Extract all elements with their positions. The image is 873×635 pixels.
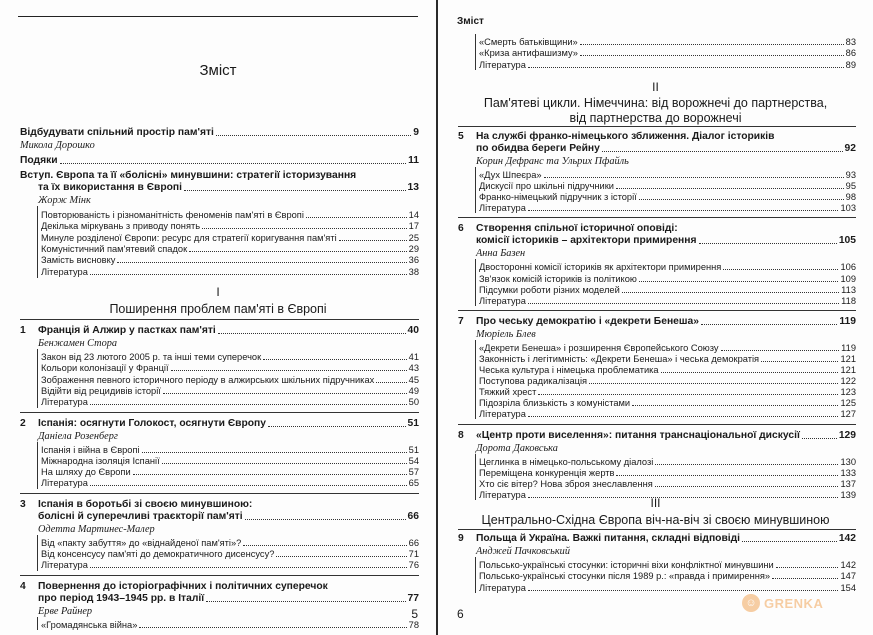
entry-page: 17	[408, 221, 419, 232]
entry-title: Декілька міркувань з приводу понять	[41, 221, 201, 232]
chapter-number: 8	[458, 429, 464, 441]
entry-page: 127	[840, 409, 856, 420]
toc-entry[interactable]	[38, 511, 419, 523]
entry-page: 125	[840, 398, 856, 409]
entry-page: 137	[840, 478, 856, 489]
entry-page: 41	[408, 352, 419, 362]
leader-dots	[90, 567, 407, 568]
leader-dots	[639, 281, 839, 282]
leader-dots	[544, 177, 844, 178]
entry-page: 36	[408, 255, 419, 266]
toc-entry[interactable]	[41, 232, 419, 244]
entry-title: Кольори колонізації у Франції	[41, 363, 169, 374]
section-title: Центрально-Східна Європа віч-на-віч зі своєю минувшиною	[481, 513, 830, 527]
leader-dots	[589, 383, 838, 384]
leader-dots	[721, 350, 840, 351]
toc-entry[interactable]	[41, 559, 419, 571]
entry-page: 77	[407, 592, 419, 604]
toc-entry[interactable]	[476, 533, 856, 545]
entry-page: 54	[408, 455, 419, 466]
entry-title: Література	[479, 203, 526, 214]
entry-title: по обидва береги Рейну	[476, 143, 600, 154]
author: Корин Дефранс та Ульрих Пфайль	[476, 156, 629, 167]
chapter-number: 2	[20, 417, 26, 429]
running-header: Зміст	[457, 16, 484, 27]
entry-title: «Смерть батьківщини»	[479, 37, 578, 47]
entry-page: 65	[408, 478, 419, 489]
leader-dots	[655, 486, 839, 487]
entry-page: 83	[845, 37, 856, 47]
leader-dots	[133, 474, 407, 475]
bracket	[37, 617, 38, 630]
section-title: Поширення проблем пам'яті в Європі	[109, 302, 327, 316]
entry-title: Підозріла близькість з комуністами	[479, 398, 631, 409]
entry-title: Іспанія: осягнути Голокост, осягнути Європу	[38, 417, 266, 429]
toc-entry[interactable]	[41, 455, 419, 467]
entry-title: Про чеську демократію і «декрети Бенеша»	[476, 315, 699, 327]
author: Анджей Пачковський	[476, 546, 570, 557]
entry-page: 105	[838, 235, 856, 247]
section-roman: III	[650, 496, 661, 510]
leader-dots	[699, 243, 837, 244]
entry-page: 142	[838, 533, 856, 544]
entry-title: Чеська культура і німецька проблематика	[479, 365, 659, 375]
entry-title: Франція й Алжир у пастках пам'яті	[38, 325, 216, 336]
toc-entry[interactable]	[41, 444, 419, 456]
entry-page: 129	[838, 429, 856, 441]
intro-title-line1: Вступ. Європа та її «болісні» минувшини: стратегії історизування	[20, 170, 357, 181]
entry-page: 89	[845, 59, 856, 70]
toc-entry[interactable]	[476, 316, 856, 328]
toc-entry[interactable]	[41, 209, 419, 221]
toc-entry[interactable]	[41, 374, 419, 386]
entry-title: Література	[479, 409, 526, 420]
toc-entry[interactable]	[41, 466, 419, 478]
entry-page: 29	[408, 243, 419, 254]
entry-page: 103	[840, 203, 856, 214]
entry-page: 49	[408, 385, 419, 396]
leader-dots	[90, 404, 407, 405]
leader-dots	[776, 567, 839, 568]
entry-page: 121	[840, 365, 856, 375]
author: Жорж Мінк	[38, 195, 91, 206]
entry-page: 119	[841, 342, 856, 353]
entry-title: Переміщена конкуренція жертв	[479, 467, 615, 478]
leader-dots	[90, 485, 407, 486]
entry-title: Література	[41, 266, 88, 277]
toc-entry[interactable]	[476, 235, 856, 247]
leader-dots	[528, 67, 844, 68]
toc-entry[interactable]: Відбудувати спільний простір пам'яті 9	[20, 127, 419, 138]
entry-title: Література	[41, 397, 88, 408]
page-number: 5	[411, 607, 418, 621]
leader-dots	[528, 303, 839, 304]
bracket	[475, 167, 476, 213]
entry-page: 86	[845, 48, 856, 59]
chapter-number: 6	[458, 223, 464, 235]
toc-entry[interactable]	[476, 143, 856, 155]
section-title: від партнерства до ворожнечі	[569, 111, 742, 125]
chapter-title: На службі франко-німецького зближення. Діалог істориків	[476, 131, 775, 142]
entry-page: 98	[845, 192, 856, 203]
chapter-number: 7	[458, 315, 464, 327]
entry-page: 25	[408, 232, 419, 243]
divider	[20, 319, 419, 320]
toc-entry[interactable]	[41, 362, 419, 374]
entry-page: 78	[408, 619, 419, 630]
divider	[20, 412, 419, 413]
toc-entry[interactable]	[41, 477, 419, 489]
entry-page: 66	[408, 537, 419, 548]
section-roman: II	[652, 80, 659, 94]
leader-dots	[632, 405, 838, 406]
entry-page: 142	[840, 560, 856, 570]
toc-entry[interactable]	[41, 351, 419, 363]
entry-page: 147	[840, 571, 856, 582]
entry-title: болісні й суперечливі траєкторії пам'яті	[38, 510, 243, 522]
entry-title: «Декрети Бенеша» і розширення Європейського Союзу	[479, 342, 719, 353]
bracket	[475, 259, 476, 305]
leader-dots	[616, 475, 838, 476]
toc-entry[interactable]	[41, 396, 419, 408]
section-roman: I	[216, 285, 220, 299]
entry-page: 45	[408, 374, 419, 385]
entry-page: 57	[408, 467, 419, 478]
chapter-title: Іспанія в боротьбі зі своєю минувшиною:	[38, 498, 253, 510]
divider	[458, 529, 856, 530]
leader-dots	[616, 188, 844, 189]
author: Мюріель Блев	[476, 328, 536, 340]
leader-dots	[218, 333, 406, 334]
leader-dots	[202, 228, 407, 229]
entry-page: 118	[841, 295, 856, 306]
entry-title: Повторюваність і різноманітність феноменів пам'яті в Європі	[41, 210, 304, 220]
entry-page: 50	[408, 397, 419, 408]
entry-page: 14	[408, 210, 419, 220]
entry-title: Замість висновку	[41, 255, 116, 266]
leader-dots	[142, 452, 407, 453]
leader-dots	[206, 601, 405, 602]
entry-title: Цеглинка в німецько-польському діалозі	[479, 456, 654, 467]
entry-title: Відійти від рецидивів історії	[41, 385, 161, 396]
entry-title: Польща й Україна. Важкі питання, складні відповіді	[476, 533, 741, 544]
toc-entry[interactable]	[479, 408, 856, 420]
leader-dots	[661, 372, 839, 373]
entry-title: Польсько-українські стосунки: історичні віхи конфліктної минувшини	[479, 560, 774, 570]
leader-dots	[528, 590, 839, 591]
entry-title: про період 1943–1945 рр. в Італії	[38, 592, 205, 604]
leader-dots	[171, 370, 407, 371]
watermark-logo: ☺ GRENKA	[742, 594, 823, 612]
entry-title: На шляху до Європи	[41, 467, 131, 478]
left-page	[0, 0, 436, 635]
toc-entry[interactable]	[41, 243, 419, 255]
divider	[458, 126, 856, 127]
entry-title: Зв'язок комісій істориків із політикою	[479, 273, 637, 284]
chapter-title: Повернення до історіографічних і політичних суперечок	[38, 580, 328, 592]
bracket	[475, 34, 476, 70]
toc-entry[interactable]: та їх використання в Європі 13	[38, 182, 419, 193]
toc-entry[interactable]	[41, 385, 419, 397]
entry-title: Література	[479, 295, 526, 306]
toc-entry[interactable]	[479, 295, 856, 307]
divider	[458, 424, 856, 425]
divider	[20, 493, 419, 494]
leader-dots	[117, 262, 406, 263]
leader-dots	[90, 274, 407, 275]
leader-dots	[376, 382, 406, 383]
leader-dots	[243, 545, 406, 546]
bracket	[37, 442, 38, 489]
toc-entry[interactable]	[41, 537, 419, 549]
leader-dots	[655, 464, 838, 465]
entry-title: Франко-німецький підручник з історії	[479, 192, 637, 203]
smile-icon: ☺	[742, 594, 760, 612]
entry-page: 106	[840, 262, 856, 273]
toc-entry[interactable]	[476, 430, 856, 442]
entry-page: 93	[845, 170, 856, 180]
entry-title: Іспанія і війна в Європі	[41, 444, 140, 455]
entry-title: Комуністичний пам'ятевий спадок	[41, 243, 188, 254]
entry-title: Література	[479, 582, 526, 593]
author: Дорота Даковська	[476, 442, 558, 454]
author: Анна Базен	[476, 248, 526, 260]
leader-dots	[701, 324, 837, 325]
chapter-number: 5	[458, 131, 464, 142]
toc-entry[interactable]	[38, 325, 419, 337]
toc-entry[interactable]	[479, 59, 856, 71]
toc-entry[interactable]	[41, 548, 419, 560]
entry-title: Міжнародна ізоляція Іспанії	[41, 455, 160, 466]
divider	[458, 310, 856, 311]
leader-dots	[162, 463, 407, 464]
leader-dots	[622, 292, 839, 293]
entry-title: Минуле розділеної Європи: ресурс для стратегії коригування пам'яті	[41, 232, 337, 243]
toc-entry[interactable]: Подяки 11	[20, 155, 419, 166]
leader-dots	[723, 269, 838, 270]
entry-title: «Центр проти виселення»: питання транснаціональної дискусії	[476, 429, 800, 441]
leader-dots	[639, 199, 844, 200]
author: Даніела Розенберг	[38, 430, 118, 442]
entry-title: Зображення певного історичного періоду в алжирських шкільних підручниках	[41, 374, 375, 385]
toc-entry[interactable]	[41, 266, 419, 278]
entry-page: 154	[840, 582, 856, 593]
entry-title: Поступова радикалізація	[479, 376, 588, 387]
toc-entry[interactable]	[479, 47, 856, 59]
author: Одетта Мартинес-Малер	[38, 523, 155, 535]
toc-entry[interactable]	[479, 559, 856, 571]
divider	[458, 217, 856, 218]
toc-entry[interactable]	[479, 36, 856, 48]
entry-page: 71	[408, 549, 419, 559]
entry-page: 51	[407, 417, 419, 429]
author: Микола Дорошко	[20, 140, 95, 151]
chapter-title: Створення спільної історичної оповіді:	[476, 223, 678, 235]
toc-entry[interactable]	[41, 220, 419, 232]
toc-entry[interactable]	[41, 619, 419, 631]
entry-page: 92	[844, 143, 856, 154]
entry-title: комісії істориків – архітектори примирення	[476, 235, 697, 247]
entry-page: 121	[840, 353, 856, 364]
leader-dots	[189, 251, 407, 252]
page-number: 6	[457, 607, 464, 621]
toc-entry[interactable]	[479, 202, 856, 214]
entry-title: Підсумки роботи різних моделей	[479, 284, 620, 295]
entry-page: 66	[407, 510, 419, 522]
leader-dots	[263, 359, 406, 360]
entry-page: 51	[408, 444, 419, 455]
entry-page: 139	[840, 489, 856, 500]
entry-page: 122	[840, 376, 856, 387]
entry-title: Від консенсусу пам'яті до демократичного дисенсусу?	[41, 549, 275, 559]
toc-entry[interactable]	[38, 418, 419, 430]
toc-entry[interactable]	[41, 254, 419, 266]
toc-title: Зміст	[199, 62, 237, 79]
entry-page: 38	[408, 266, 419, 277]
bracket	[475, 454, 476, 500]
leader-dots	[538, 394, 838, 395]
right-page	[438, 0, 873, 635]
entry-title: «Криза антифашизму»	[479, 48, 578, 59]
leader-dots	[528, 210, 839, 211]
chapter-number: 3	[20, 498, 26, 510]
entry-page: 109	[840, 273, 856, 284]
leader-dots	[306, 217, 407, 218]
chapter-number: 4	[20, 580, 26, 592]
bracket	[475, 557, 476, 593]
entry-title: «Дух Шпеєра»	[479, 170, 542, 180]
leader-dots	[772, 578, 838, 579]
leader-dots	[139, 627, 406, 628]
bracket	[37, 535, 38, 571]
toc-entry[interactable]	[479, 570, 856, 582]
leader-dots	[268, 426, 406, 427]
entry-page: 133	[840, 467, 856, 478]
leader-dots	[580, 44, 844, 45]
toc-entry[interactable]	[479, 582, 856, 594]
author: Ерве Райнер	[38, 605, 93, 617]
leader-dots	[602, 151, 843, 152]
leader-dots	[245, 519, 406, 520]
chapter-number: 9	[458, 533, 464, 544]
entry-title: Дискусії про шкільні підручники	[479, 181, 615, 192]
leader-dots	[761, 361, 838, 362]
bracket	[37, 206, 38, 278]
entry-title: Література	[479, 59, 526, 70]
author: Бенжамен Стора	[38, 338, 118, 349]
chapter-number: 1	[20, 325, 26, 336]
leader-dots	[276, 556, 406, 557]
entry-page: 113	[841, 284, 856, 295]
entry-page: 40	[407, 325, 419, 336]
entry-title: «Громадянська війна»	[41, 619, 138, 630]
entry-title: Двосторонні комісії істориків як архітектори примирення	[479, 262, 722, 273]
entry-page: 130	[840, 456, 856, 467]
leader-dots	[742, 541, 837, 542]
entry-title: Польсько-українські стосунки після 1989 р.: «правда і примирення»	[479, 571, 771, 582]
entry-page: 119	[839, 315, 856, 327]
entry-title: Закон від 23 лютого 2005 р. та інші теми суперечок	[41, 352, 262, 362]
entry-page: 76	[408, 560, 419, 571]
entry-title: Тяжкий хрест	[479, 387, 537, 398]
top-rule	[18, 16, 418, 17]
bracket	[37, 349, 38, 408]
entry-title: Від «пакту забуття» до «віднайденої пам'яті»?	[41, 537, 242, 548]
divider	[20, 575, 419, 576]
leader-dots	[528, 416, 839, 417]
entry-title: Література	[41, 560, 88, 571]
entry-page: 123	[840, 387, 856, 398]
section-title: Пам'ятеві цикли. Німеччина: від ворожнечі до партнерства,	[483, 96, 828, 110]
leader-dots	[802, 438, 837, 439]
entry-title: Література	[479, 489, 526, 500]
entry-title: Законність і легітимність: «Декрети Бенеша» і чеська демократія	[479, 353, 760, 364]
toc-entry[interactable]	[38, 593, 419, 605]
entry-page: 95	[845, 181, 856, 192]
entry-title: Хто сіє вітер? Нова зброя знеславлення	[479, 478, 653, 489]
leader-dots	[339, 240, 407, 241]
entry-page: 43	[408, 363, 419, 374]
leader-dots	[163, 393, 407, 394]
leader-dots	[580, 55, 844, 56]
bracket	[475, 340, 476, 420]
entry-title: Література	[41, 478, 88, 489]
